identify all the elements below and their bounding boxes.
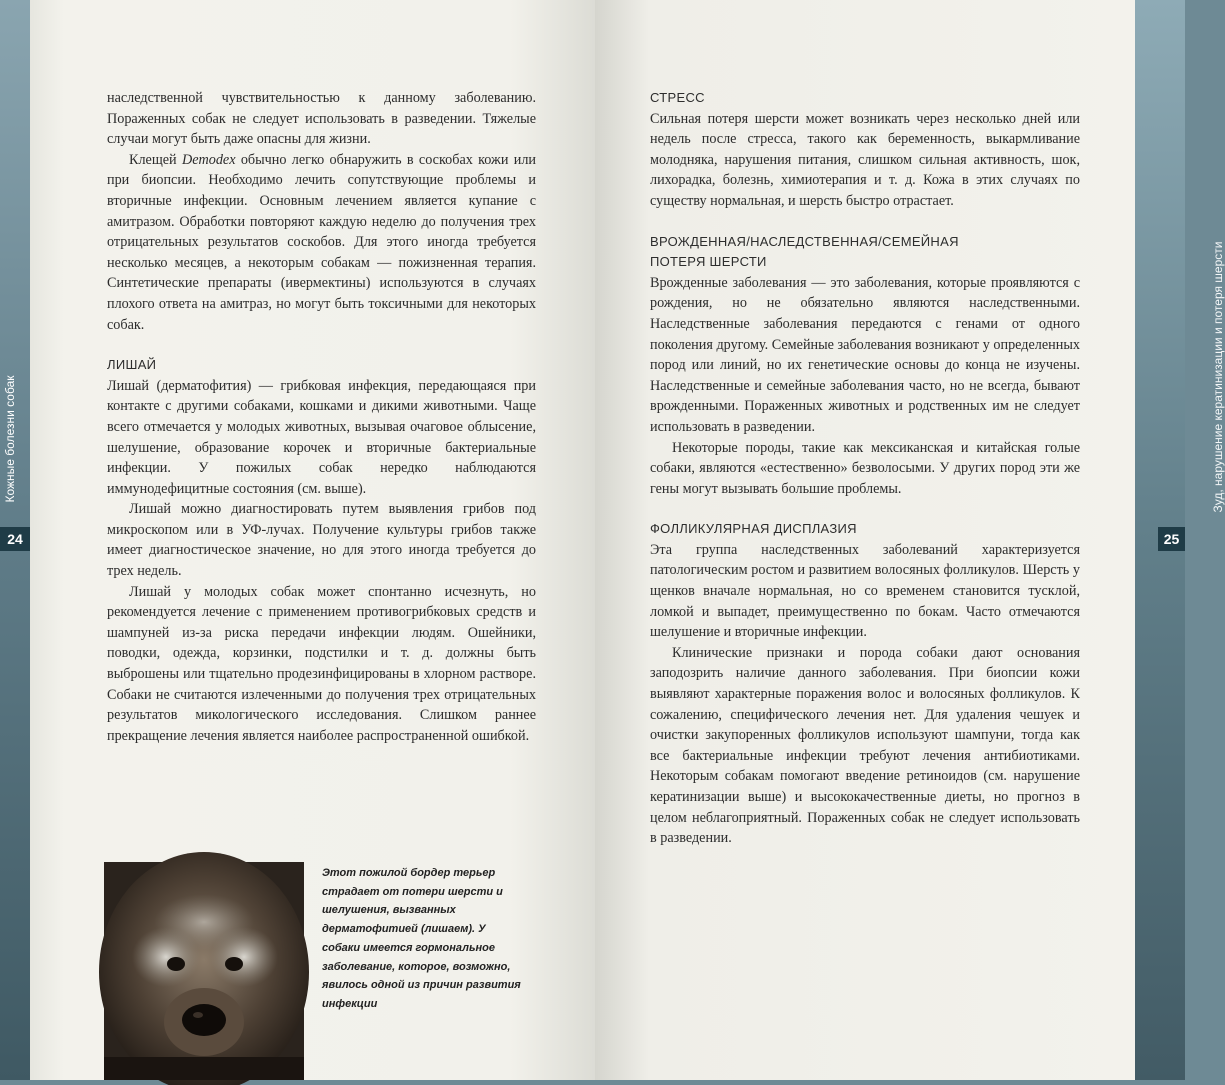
left-paragraph-3: Лишай (дерматофития) — грибковая инфекция, передающаяся при контакте с другими собаками, кошками и дикими животными. Чаще всего отмечается у молодых животных, вызывая очаговое облысение, шелушение, образование корочек и вторичные бактериальные инфекции. У пожилых собак нередко наблюдаются иммунодефицитные состояния (см. выше). <box>107 377 536 497</box>
side-label-left: Кожные болезни собак <box>3 375 17 503</box>
right-paragraph-4: Эта группа наследственных заболеваний характеризуется патологическим ростом и развитием волосяных фолликулов. Шерсть у щенков вначале нормальная, но со временем становится тусклой, ломкой и выпадет, преимущественно по бокам. Часто отмечаются шелушение и вторичные инфекции. <box>650 541 1080 641</box>
dog-illustration <box>104 862 304 1080</box>
left-text-column <box>107 88 536 746</box>
page-number-right: 25 <box>1158 527 1185 551</box>
heading-stress: СТРЕСС <box>650 90 705 105</box>
left-paragraph-4: Лишай можно диагностировать путем выявления грибов под микроскопом или в УФ-лучах. Получение культуры грибов также имеет диагностическое значение, но для этого иногда требуется до трех недель. <box>107 501 536 580</box>
left-paragraph-1: наследственной чувствительностью к данному заболеванию. Пораженных собак не следует использовать в разведении. Тяжелые случаи могут быть даже опасны для жизни. <box>107 90 536 148</box>
right-paragraph-5: Клинические признаки и порода собаки дают основания заподозрить наличие данного заболевания. При биопсии кожи выявляют характерные поражения волос и волосяных фолликулов. К сожалению, специфического лечения нет. Для удаления чешуек и очистки закупоренных фолликулов используют шампуни, тогда как все бактериальные инфекции требуют лечения антибиотиками. Некоторым собакам помогают введение ретиноидов (см. нарушение кератинизации выше) и высококачественные диеты, но прогноз в целом неблагоприятный. Пораженных собак не следует использовать в разведении. <box>650 644 1080 847</box>
right-paragraph-3: Некоторые породы, такие как мексиканская и китайская голые собаки, являются «естественно» безволосыми. У других пород эти же гены могут вызывать большие проблемы. <box>650 439 1080 497</box>
heading-congenital-line-2: ПОТЕРЯ ШЕРСТИ <box>650 254 767 270</box>
dog-photo <box>104 862 304 1080</box>
left-paragraph-2-start: Клещей <box>129 151 182 168</box>
side-label-right: Зуд, нарушение кератинизации и потеря шерсти <box>1211 241 1225 513</box>
page-number-left: 24 <box>0 527 30 551</box>
heading-congenital-line-1: ВРОЖДЕННАЯ/НАСЛЕДСТВЕННАЯ/СЕМЕЙНАЯ <box>650 233 959 249</box>
left-paragraph-2 <box>107 150 536 335</box>
heading-ringworm: ЛИШАЙ <box>107 357 157 373</box>
photo-caption: Этот пожилой бордер терьер страдает от потери шерсти и шелушения, вызванных дерматофитией (лишаем). У собаки имеется гормональное заболевание, которое, возможно, явилось одной из причин развития инфекции <box>322 867 521 1010</box>
demodex-term: Demodex <box>181 151 236 168</box>
right-text-column <box>650 88 1080 849</box>
right-paragraph-2: Врожденные заболевания — это заболевания, которые проявляются с рождения, но не обязательно являются наследственными. Наследственные заболевания передаются с генами от одного поколения другому. Семейные заболевания возникают у определенных пород или линий, но их генетические основы до конца не изучены. Наследственные и семейные заболевания часто, но не всегда, бывают врожденными. Пораженных животных и родственных им не следует использовать в разведении. <box>650 274 1080 435</box>
right-paragraph-1: Сильная потеря шерсти может возникать через несколько дней или недель после стресса, такого как беременность, выкармливание молодняка, нарушения питания, слишком сильная активность, шок, лихорадка, болезнь, химиотерапия и т. д. Кожа в этих случаях по существу нормальная, и шерсть быстро отрастает. <box>650 110 1080 209</box>
left-paragraph-5: Лишай у молодых собак может спонтанно исчезнуть, но рекомендуется лечение с применением противогрибковых средств и шампуней из-за риска передачи инфекции людям. Ошейники, поводки, одежда, корзинки, подстилки и т. д. должны быть выброшены или тщательно продезинфицированы в хлорном растворе. Собаки не считаются излеченными до получения трех отрицательных результатов микологического исследования. Слишком раннее прекращение лечения является наиболее распространенной ошибкой. <box>107 583 536 744</box>
heading-follicular-dysplasia: ФОЛЛИКУЛЯРНАЯ ДИСПЛАЗИЯ <box>650 521 857 537</box>
left-paragraph-2-rest: обычно легко обнаружить в соскобах кожи или при биопсии. Необходимо лечить сопутствующие проблемы и вторичные инфекции. Основным лечением является купание с амитразом. Обработки повторяют каждую неделю до получения трех отрицательных результатов соскобов. Для этого иногда требуется несколько месяцев, а некоторым собакам — пожизненная терапия. Синтетические препараты (ивермектины) используются в случаях плохого ответа на амитраз, но могут быть токсичными для некоторых собак. <box>107 151 536 333</box>
